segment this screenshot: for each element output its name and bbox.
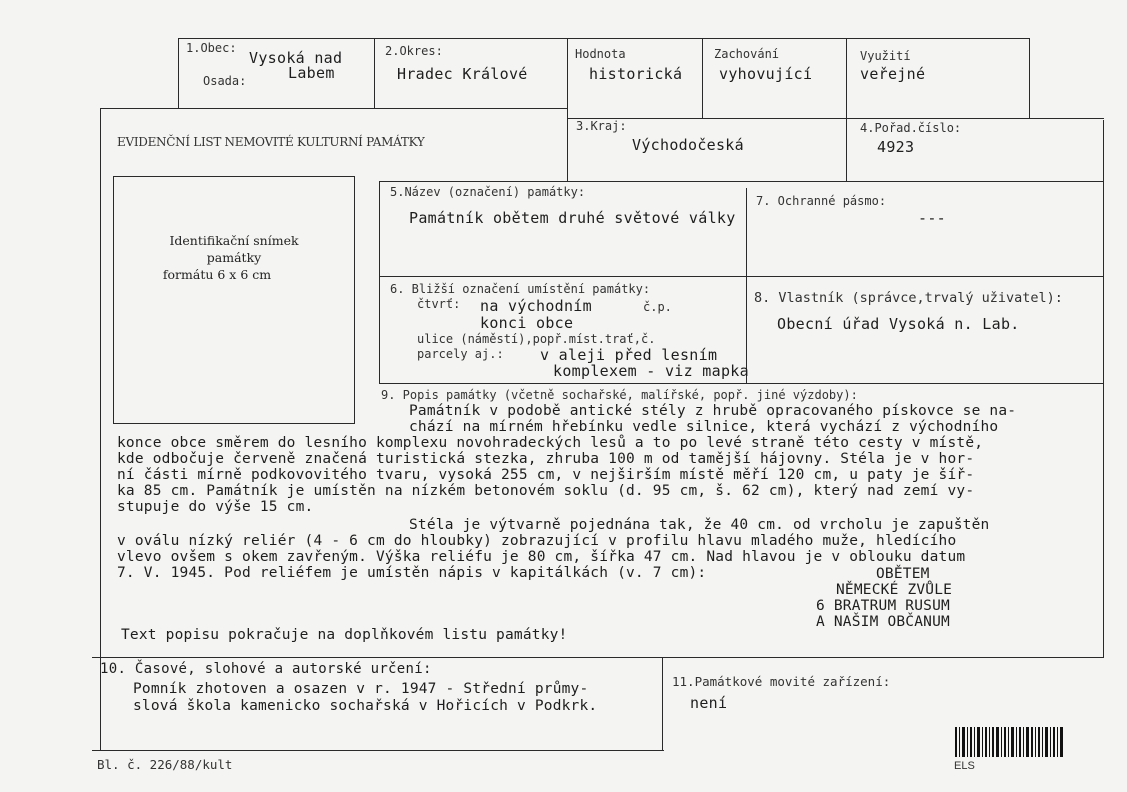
vlastnik-value: Obecní úřad Vysoká n. Lab.: [777, 315, 1020, 333]
okres-value: Hradec Králové: [397, 65, 528, 83]
photo-placeholder: [114, 232, 354, 283]
frame-right: [1103, 120, 1104, 658]
vyuziti-value: veřejné: [860, 65, 926, 83]
photo-bottom: [113, 423, 355, 424]
obec-label: 1.Obec:: [186, 41, 237, 55]
row-umisteni-bottom: [379, 383, 1104, 384]
movite-label: 11.Památkové movité zařízení:: [672, 674, 891, 689]
header-bottom-border: [100, 108, 568, 109]
kraj-value: Východočeská: [632, 136, 744, 154]
header-right-border: [1029, 38, 1030, 118]
popis-line: v oválu nízký reliér (4 - 6 cm do hloubky) zobrazující v profilu hlavu mladého muže, hledícího: [117, 533, 957, 549]
inscription-line: A NAŠIM OBČANUM: [816, 614, 950, 630]
ochranne-label: 7. Ochranné pásmo:: [756, 194, 887, 208]
nazev-label: 5.Název (označení) památky:: [390, 185, 586, 199]
parcely-label: parcely aj.:: [417, 347, 504, 361]
okres-label: 2.Okres:: [385, 44, 443, 58]
casove-right: [662, 658, 663, 751]
row-nazev-bottom: [379, 276, 1104, 277]
popis-line: stupuje do výše 15 cm.: [117, 499, 314, 515]
poradove-value: 4923: [877, 138, 915, 156]
photo-right: [354, 176, 355, 424]
vlastnik-label: 8. Vlastník (správce,trvalý uživatel):: [754, 290, 1063, 306]
header-divider-4: [846, 38, 847, 118]
kraj-label: 3.Kraj:: [576, 119, 627, 133]
ctvrt-label: čtvrť:: [417, 297, 461, 311]
popis-line: vlevo ovšem s okem zavřeným. Výška reliéfu je 80 cm, šířka 47 cm. Nad hlavou je v oblouku datum: [117, 549, 966, 565]
casove-label: 10. Časové, slohové a autorské určení:: [100, 661, 432, 677]
osada-label: Osada:: [203, 74, 247, 88]
inscription-line: OBĚTEM: [876, 566, 930, 582]
popis-line: Památník v podobě antické stély z hrubě opracovaného pískovce se na-: [409, 403, 1017, 419]
header-divider-2: [567, 38, 568, 118]
row-popis-bottom: [92, 657, 1104, 658]
popis-continuation: Text popisu pokračuje na doplňkovém listu památky!: [121, 627, 568, 643]
photo-line2: památky: [206, 250, 262, 265]
barcode-text: ELS: [954, 760, 975, 772]
header-divider-1: [374, 38, 375, 109]
frame-bottom: [92, 750, 664, 751]
popis-line: Stéla je výtvarně pojednána tak, že 40 cm. od vrcholu je zapuštěn: [409, 517, 990, 533]
form-number: Bl. č. 226/88/kult: [97, 757, 233, 772]
ctvrt-value-line2: konci obce: [480, 314, 574, 332]
nazev-value: Památník obětem druhé světové války: [409, 209, 736, 227]
kraj-right: [846, 118, 847, 182]
zachovani-label: Zachování: [714, 47, 780, 61]
hodnota-value: historická: [589, 65, 683, 83]
photo-left: [113, 176, 114, 424]
parcely-value-line1: v aleji před lesním: [540, 346, 718, 364]
popis-label: 9. Popis památky (včetně sochařské, malířské, popř. jiné výzdoby):: [381, 388, 858, 402]
popis-line: konce obce směrem do lesního komplexu novohradeckých lesů a to po levé straně této cesty v místě,: [117, 435, 984, 451]
header-left-border: [178, 38, 179, 109]
ochranne-value: ---: [918, 209, 946, 227]
casove-line1: Pomník zhotoven a osazen v r. 1947 - Střední průmy-: [133, 681, 589, 697]
zachovani-value: vyhovující: [719, 65, 813, 83]
popis-line: ní části mírně podkovovitého tvaru, vysoká 255 cm, v nejširším místě měří 120 cm, u paty je šíř-: [117, 467, 975, 483]
photo-top: [113, 176, 355, 177]
popis-line: chází na mírném hřebínku vedle silnice, která vychází z východního: [409, 419, 999, 435]
inscription-line: 6 BRATRUM RUSUM: [816, 598, 950, 614]
popis-line: ka 85 cm. Památník je umístěn na nízkém betonovém soklu (d. 95 cm, š. 62 cm), který nad zemí vy-: [117, 483, 975, 499]
hodnota-label: Hodnota: [575, 47, 626, 61]
movite-value: není: [690, 694, 728, 712]
popis-line: kde odbočuje červeně značená turistická stezka, zhruba 100 m od tamější hájovny. Stéla je v hor-: [117, 451, 975, 467]
photo-line3: formátu 6 x 6 cm: [162, 267, 272, 282]
obec-value-line2: Labem: [288, 64, 335, 82]
ctvrt-value-line1: na východním: [480, 297, 592, 315]
nazev-left: [379, 181, 380, 384]
frame-left: [100, 108, 101, 750]
inscription-line: NĚMECKÉ ZVŮLE: [836, 582, 953, 598]
form-title: EVIDENČNÍ LIST NEMOVITÉ KULTURNÍ PAMÁTKY: [117, 135, 425, 149]
parcely-value-line2: komplexem - viz mapka: [553, 362, 749, 380]
header-divider-3: [702, 38, 703, 118]
ulice-label: ulice (náměstí),popř.míst.trať,č.: [417, 332, 656, 346]
popis-line: 7. V. 1945. Pod reliéfem je umístěn nápis v kapitálkách (v. 7 cm):: [117, 565, 707, 581]
casove-line2: slová škola kamenicko sochařská v Hořicích v Podkrk.: [133, 698, 598, 714]
row-title-bottom: [380, 181, 1104, 182]
poradove-label: 4.Pořad.číslo:: [860, 121, 962, 135]
umisteni-label: 6. Bližší označení umístění památky:: [390, 282, 651, 296]
kraj-left: [567, 118, 568, 182]
nazev-right: [746, 188, 747, 384]
vyuziti-label: Využití: [860, 49, 911, 63]
cp-label: č.p.: [643, 300, 672, 314]
photo-line1: Identifikační snímek: [169, 233, 299, 248]
barcode: [955, 727, 1065, 759]
obec-value-line1: Vysoká nad: [249, 49, 343, 67]
row-kraj-top: [567, 118, 1104, 119]
header-top-border: [178, 38, 1030, 39]
